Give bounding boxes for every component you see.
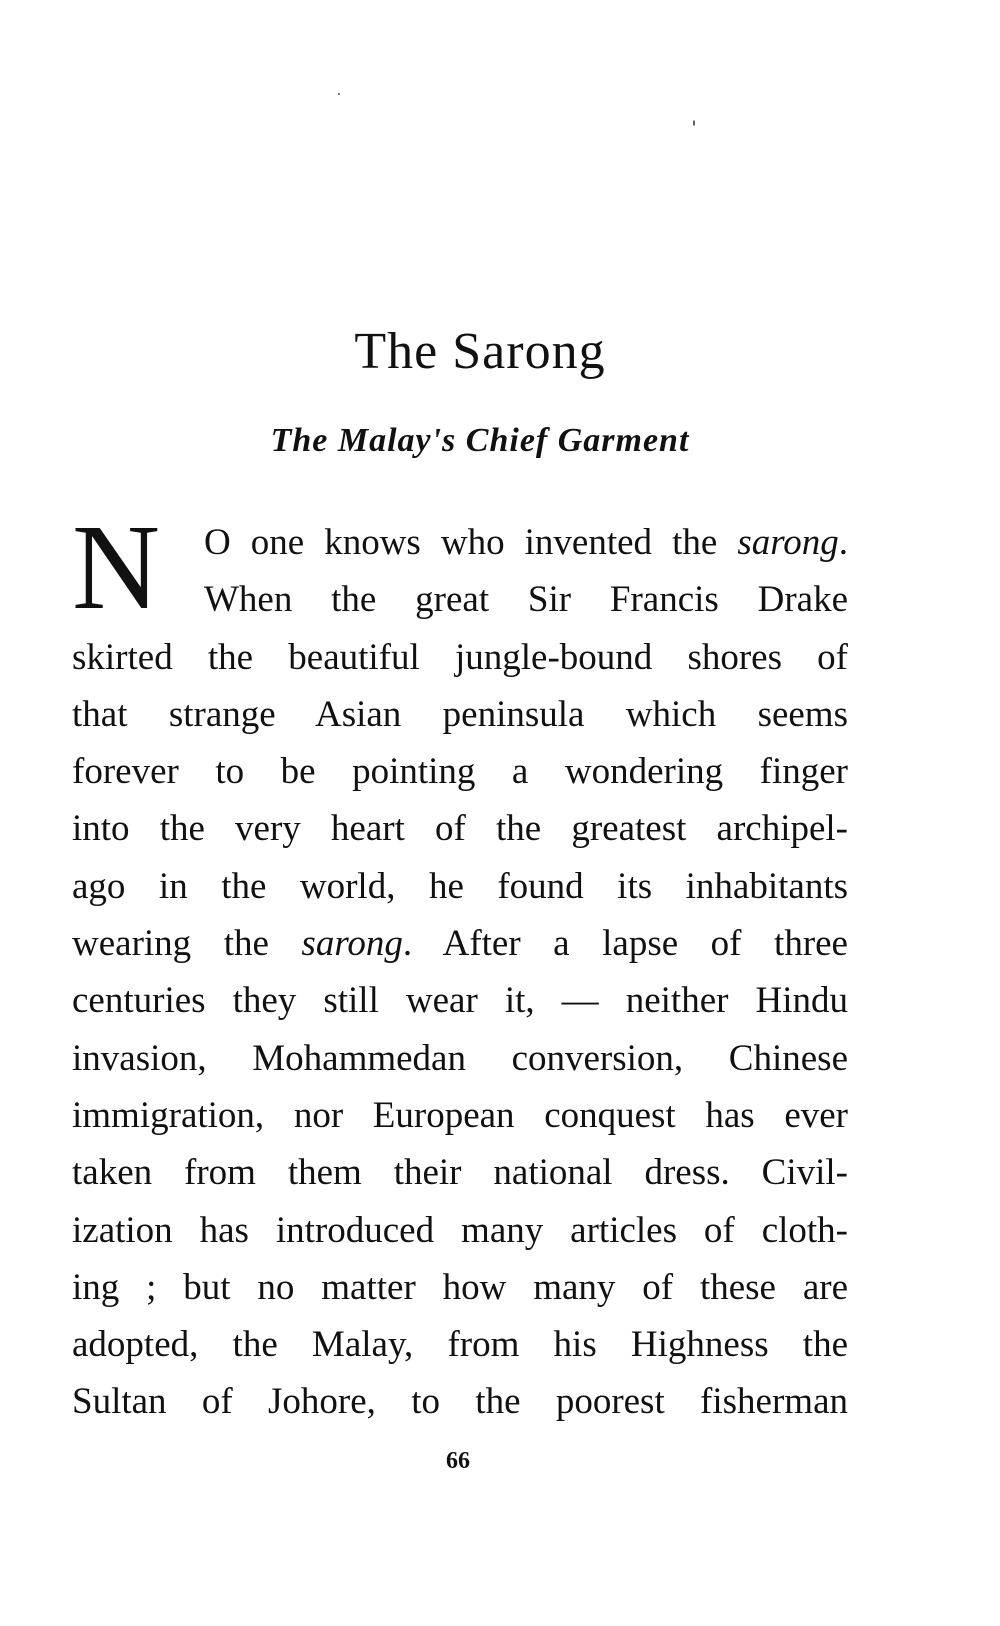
text-line: ization has introduced many articles of cloth-	[72, 1209, 848, 1251]
chapter-title: The Sarong	[354, 323, 606, 380]
text-line: into the very heart of the greatest archipel-	[72, 808, 848, 850]
body-paragraph	[72, 514, 848, 1431]
text-line: Sultan of Johore, to the poorest fisherman	[72, 1381, 848, 1423]
text-line: When the great Sir Francis Drake	[204, 579, 848, 621]
text-line: O one knows who invented the sarong.	[204, 522, 848, 563]
text-line: skirted the beautiful jungle-bound shores of	[72, 636, 848, 678]
text-line: adopted, the Malay, from his Highness the	[72, 1324, 848, 1366]
page-number: 66	[446, 1448, 470, 1474]
scan-speck	[693, 120, 695, 126]
scan-speck	[338, 93, 340, 95]
text-line: that strange Asian peninsula which seems	[72, 693, 848, 735]
text-line: taken from them their national dress. Civil-	[72, 1152, 848, 1194]
text-line: ago in the world, he found its inhabitants	[72, 865, 848, 907]
text-line: ing ; but no matter how many of these are	[72, 1266, 848, 1308]
text-line: invasion, Mohammedan conversion, Chinese	[72, 1037, 848, 1079]
text-line: forever to be pointing a wondering finger	[72, 751, 848, 793]
drop-cap: N	[72, 500, 161, 635]
text-line: wearing the sarong. After a lapse of three	[72, 923, 848, 965]
text-line: immigration, nor European conquest has ever	[72, 1094, 848, 1136]
chapter-subtitle: The Malay's Chief Garment	[270, 422, 690, 459]
text-line: centuries they still wear it, — neither Hindu	[72, 980, 848, 1022]
